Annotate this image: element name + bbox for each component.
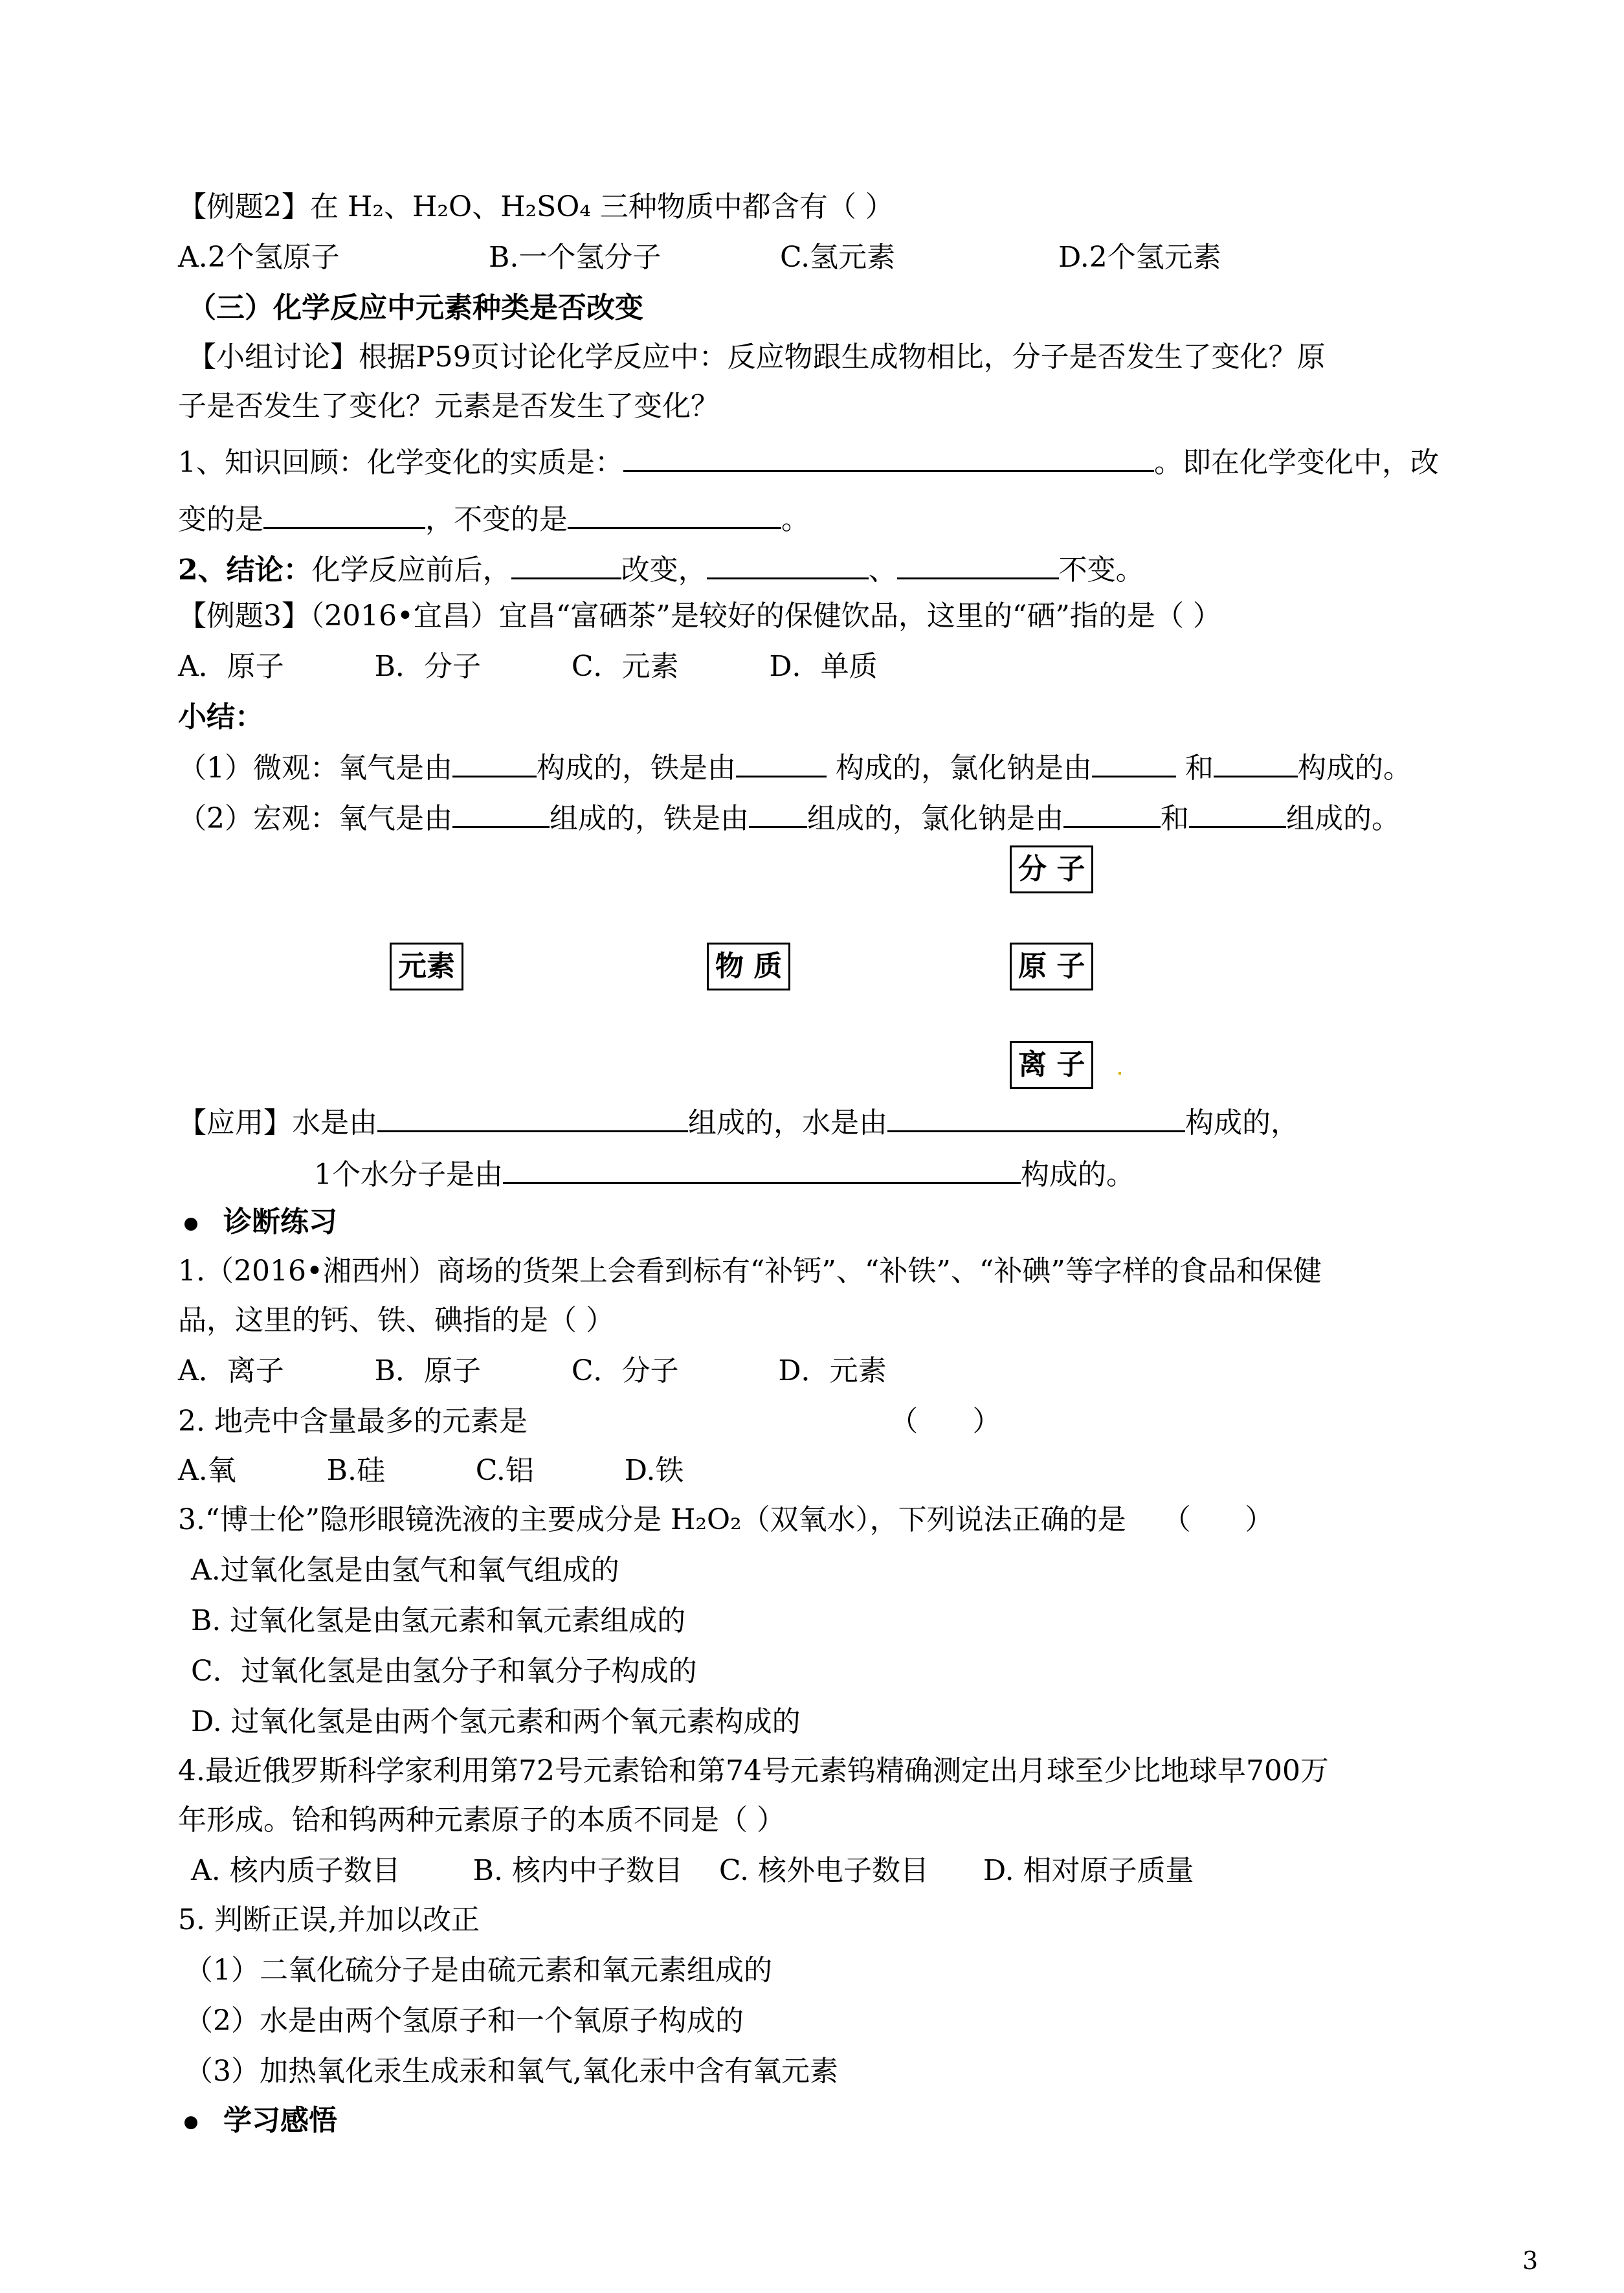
conclusion-label: 2、结论： bbox=[178, 554, 312, 587]
micro-end: 构成的。 bbox=[1298, 752, 1412, 785]
bullet-icon bbox=[184, 2116, 197, 2129]
q1-line-2: 品，这里的钙、铁、碘指的是（ ） bbox=[178, 1304, 614, 1337]
conclusion-changed: 改变， bbox=[621, 554, 707, 587]
summary-title: 小结： bbox=[178, 700, 263, 733]
example-3-question: 【例题3】（2016•宜昌）宜昌“富硒茶”是较好的保健饮品，这里的“硒”指的是（ ） bbox=[178, 599, 1221, 632]
option-c: C.氢元素 bbox=[780, 241, 896, 274]
box-element: 元素 bbox=[390, 943, 463, 990]
option-a: A.2个氢原子 bbox=[178, 241, 340, 274]
blank-changed[interactable] bbox=[263, 498, 425, 529]
page-number: 3 bbox=[1522, 2246, 1539, 2275]
q4-options: A. 核内质子数目 B. 核内中子数目 C. 核外电子数目 D. 相对原子质量 bbox=[191, 1854, 1194, 1887]
apply-end: 构成的， bbox=[1185, 1106, 1299, 1139]
macro-and: 和 bbox=[1161, 802, 1189, 835]
q2-options: A.氧 B.硅 C.铝 D.铁 bbox=[178, 1454, 684, 1487]
q3-question: 3.“博士伦”隐形眼镜洗液的主要成分是 H₂O₂（双氧水），下列说法正确的是 （ ） bbox=[178, 1503, 1274, 1536]
blank-essence[interactable] bbox=[623, 442, 1154, 472]
blank-apply-2[interactable] bbox=[887, 1102, 1185, 1132]
macro-end: 组成的。 bbox=[1286, 802, 1400, 835]
blank-conclusion-1[interactable] bbox=[511, 549, 621, 579]
blank-micro-2[interactable] bbox=[736, 747, 827, 777]
q5-item-2: （2）水是由两个氢原子和一个氧原子构成的 bbox=[184, 2004, 744, 2037]
q3-option-c: C．过氧化氢是由氢分子和氧分子构成的 bbox=[191, 1655, 697, 1688]
section-3-title: （三）化学反应中元素种类是否改变 bbox=[188, 291, 643, 324]
recall-cont: 。即在化学变化中，改 bbox=[1154, 446, 1439, 479]
q5-title: 5. 判断正误,并加以改正 bbox=[178, 1903, 480, 1936]
reflection-label: 学习感悟 bbox=[223, 2104, 337, 2137]
blank-macro-4[interactable] bbox=[1189, 798, 1286, 828]
recall-end: 。 bbox=[781, 503, 810, 536]
decorative-dot bbox=[1118, 1072, 1121, 1075]
blank-unchanged[interactable] bbox=[568, 498, 781, 529]
blank-macro-3[interactable] bbox=[1063, 798, 1161, 828]
q3-option-d: D. 过氧化氢是由两个氢元素和两个氧元素构成的 bbox=[191, 1705, 801, 1738]
example-2-options bbox=[178, 238, 1221, 277]
box-molecule: 分 子 bbox=[1010, 845, 1093, 893]
apply-molecule-end: 构成的。 bbox=[1021, 1158, 1135, 1191]
application-line-2 bbox=[314, 1154, 1135, 1194]
box-substance: 物 质 bbox=[707, 943, 790, 990]
micro-and: 和 bbox=[1176, 752, 1214, 785]
q1-options: A．离子 B．原子 C．分子 D．元素 bbox=[178, 1354, 887, 1387]
conclusion-line bbox=[178, 549, 1144, 590]
recall-line-1 bbox=[178, 442, 1439, 482]
blank-micro-3[interactable] bbox=[1092, 747, 1176, 777]
bullet-icon bbox=[184, 1218, 197, 1231]
blank-conclusion-3[interactable] bbox=[897, 549, 1059, 579]
option-d: D.2个氢元素 bbox=[1058, 241, 1221, 274]
apply-water-constituted: 组成的，水是由 bbox=[688, 1106, 887, 1139]
blank-micro-4[interactable] bbox=[1214, 747, 1298, 777]
blank-macro-2[interactable] bbox=[749, 798, 807, 828]
discussion-line-2: 子是否发生了变化？元素是否发生了变化？ bbox=[178, 390, 719, 423]
diagnostic-label: 诊断练习 bbox=[223, 1205, 337, 1238]
blank-macro-1[interactable] bbox=[452, 798, 550, 828]
q4-line-1: 4.最近俄罗斯科学家利用第72号元素铪和第74号元素钨精确测定出月球至少比地球早700万 bbox=[178, 1754, 1329, 1787]
micro-iron: 构成的，铁是由 bbox=[537, 752, 736, 785]
box-ion: 离 子 bbox=[1010, 1041, 1093, 1089]
blank-conclusion-2[interactable] bbox=[707, 549, 869, 579]
recall-unchanged-label: ，不变的是 bbox=[425, 503, 568, 536]
apply-molecule: 1个水分子是由 bbox=[314, 1158, 503, 1191]
apply-water-composed: 【应用】水是由 bbox=[178, 1106, 377, 1139]
q3-option-a: A.过氧化氢是由氢气和氧气组成的 bbox=[191, 1554, 619, 1587]
recall-changed-label: 变的是 bbox=[178, 503, 263, 536]
reflection-title bbox=[184, 2101, 337, 2140]
application-line-1 bbox=[178, 1102, 1299, 1143]
q4-line-2: 年形成。铪和钨两种元素原子的本质不同是（ ） bbox=[178, 1804, 785, 1837]
option-b: B.一个氢分子 bbox=[489, 241, 662, 274]
diagnostic-title bbox=[184, 1203, 337, 1242]
q5-item-3: （3）加热氧化汞生成汞和氧气,氧化汞中含有氧元素 bbox=[184, 2055, 838, 2088]
summary-macro bbox=[178, 798, 1400, 838]
blank-apply-1[interactable] bbox=[377, 1102, 688, 1132]
example-2-question: 【例题2】在 H₂、H₂O、H₂SO₄ 三种物质中都含有（ ） bbox=[178, 190, 894, 223]
macro-nacl: 组成的，氯化钠是由 bbox=[807, 802, 1063, 835]
q1-line-1: 1.（2016•湘西州）商场的货架上会看到标有“补钙”、“补铁”、“补碘”等字样的食品和保健 bbox=[178, 1255, 1322, 1288]
macro-iron: 组成的，铁是由 bbox=[550, 802, 749, 835]
micro-nacl: 构成的，氯化钠是由 bbox=[827, 752, 1092, 785]
box-atom: 原 子 bbox=[1010, 943, 1093, 990]
micro-oxygen: （1）微观：氧气是由 bbox=[178, 752, 452, 785]
blank-apply-3[interactable] bbox=[503, 1154, 1021, 1184]
q2-question: 2. 地壳中含量最多的元素是 （ ） bbox=[178, 1405, 1001, 1438]
conclusion-unchanged: 不变。 bbox=[1058, 554, 1144, 587]
recall-label: 1、知识回顾：化学变化的实质是： bbox=[178, 446, 623, 479]
summary-micro bbox=[178, 747, 1412, 788]
q5-item-1: （1）二氧化硫分子是由硫元素和氧元素组成的 bbox=[184, 1954, 772, 1987]
blank-micro-1[interactable] bbox=[452, 747, 537, 777]
recall-line-2 bbox=[178, 498, 810, 539]
example-3-options: A．原子 B．分子 C．元素 D．单质 bbox=[178, 650, 878, 683]
conclusion-sep: 、 bbox=[868, 554, 897, 587]
conclusion-text: 化学反应前后， bbox=[311, 554, 511, 587]
discussion-line-1: 【小组讨论】根据P59页讨论化学反应中：反应物跟生成物相比，分子是否发生了变化？原 bbox=[188, 341, 1326, 374]
macro-oxygen: （2）宏观：氧气是由 bbox=[178, 802, 452, 835]
q3-option-b: B. 过氧化氢是由氢元素和氧元素组成的 bbox=[191, 1604, 686, 1637]
